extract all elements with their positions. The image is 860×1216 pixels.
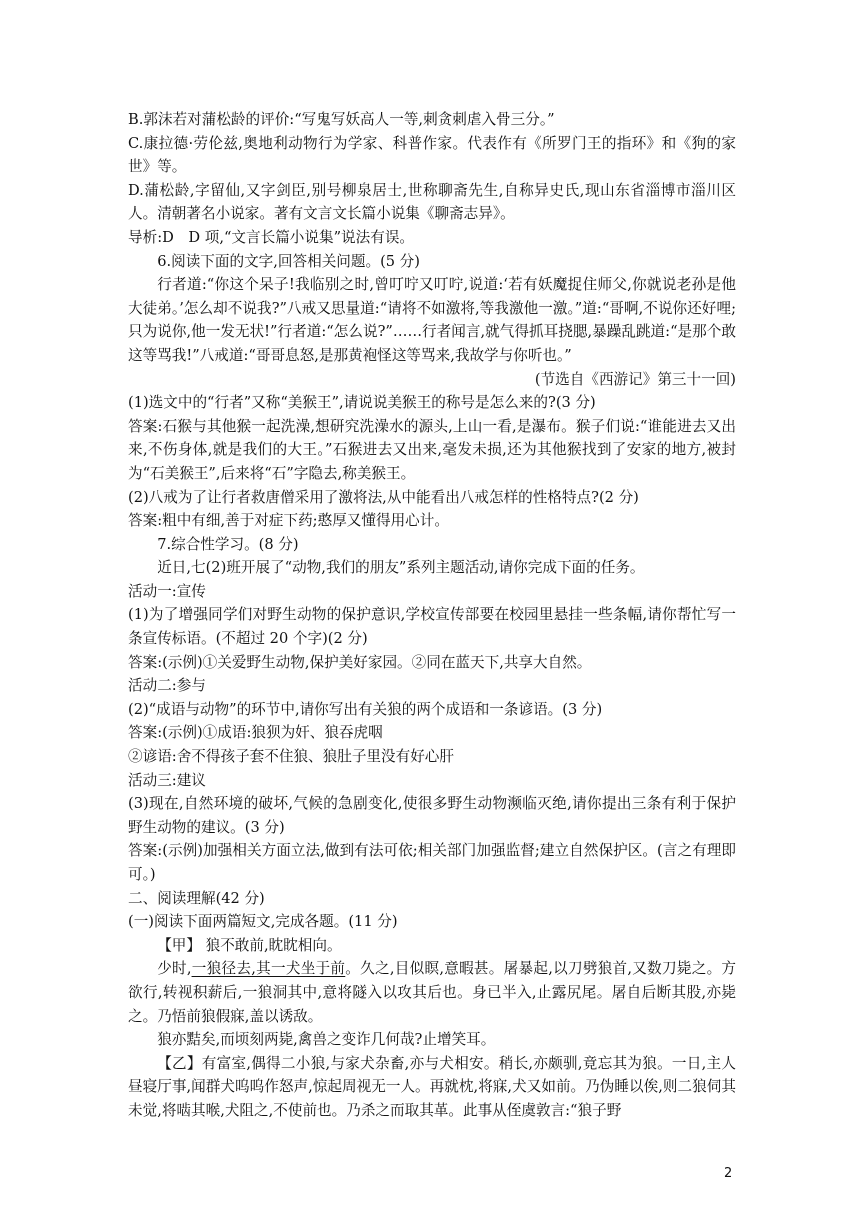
passage-source: (节选自《西游记》第三十一回) — [534, 370, 736, 388]
question-7-heading: 7.综合性学习。(8 分) — [157, 535, 299, 553]
answer-6-1: 答案:石猴与其他猴一起洗澡,想研究洗澡水的源头,上山一看,是瀑布。猴子们说:“谁能进去又出来,不伤身体,就是我们的大王。”石猴进去又出来,毫发未损,还为其他猴找到了安家的地方,被封为“石美猴王”,后来将“石”字隐去,称美猴王。 — [128, 417, 736, 482]
passage-jia-first-line: 【甲】 狼不敢前,眈眈相向。 — [157, 936, 342, 954]
answer-7-2-idioms: 答案:(示例)①成语:狼狈为奸、狼吞虎咽 — [128, 724, 383, 742]
analysis-5: 导析:D D 项,“文言长篇小说集”说法有误。 — [128, 228, 415, 246]
option-d: D.蒲松龄,字留仙,又字剑臣,别号柳泉居士,世称聊斋先生,自称异史氏,现山东省淄博市淄川区人。清朝著名小说家。著有文言文长篇小说集《聊斋志异》。 — [128, 181, 736, 223]
passage-jia-lead: 少时, — [157, 960, 192, 978]
passage-jia-body — [128, 957, 736, 1028]
answer-7-2-proverbs: ②谚语:舍不得孩子套不住狼、狼肚子里没有好心肝 — [128, 748, 454, 766]
passage-jia-rest: 。久之,目似瞑,意暇甚。屠暴起,以刀劈狼首,又数刀毙之。方欲行,转视积薪后,一狼洞其中,意将隧入以攻其后也。身已半入,止露尻尾。屠自后断其股,亦毙之。乃悟前狼假寐,盖以诱敌。 — [128, 960, 737, 1025]
passage-jia-comment: 狼亦黠矣,而顷刻两毙,禽兽之变诈几何哉?止增笑耳。 — [157, 1031, 496, 1049]
question-7-2: (2)“成语与动物”的环节中,请你写出有关狼的两个成语和一条谚语。(3 分) — [128, 700, 603, 718]
option-b: B.郭沫若对蒲松龄的评价:“写鬼写妖高人一等,刺贪刺虐入骨三分。” — [128, 111, 555, 128]
question-7-3: (3)现在,自然环境的破坏,气候的急剧变化,使很多野生动物濒临灭绝,请你提出三条有利于保护野生动物的建议。(3 分) — [128, 795, 736, 836]
section-2-part-1-heading: (一)阅读下面两篇短文,完成各题。(11 分) — [128, 913, 398, 931]
question-6-heading: 6.阅读下面的文字,回答相关问题。(5 分) — [157, 252, 420, 270]
answer-7-3: 答案:(示例)加强相关方面立法,做到有法可依;相关部门加强监督;建立自然保护区。(言之有理即可。) — [128, 842, 736, 883]
page-number: 2 — [724, 1166, 733, 1181]
answer-6-2: 答案:粗中有细,善于对症下药;憨厚又懂得用心计。 — [128, 512, 449, 530]
page-content — [128, 108, 736, 1123]
underlined-sentence: 一狼径去,其一犬坐于前 — [191, 960, 346, 978]
answer-7-1: 答案:(示例)①关爱野生动物,保护美好家园。②同在蓝天下,共享大自然。 — [128, 653, 592, 671]
passage-yi: 【乙】有富室,偶得二小狼,与家犬杂畜,亦与犬相安。稍长,亦颇驯,竟忘其为狼。一日,主人昼寝厅事,闻群犬呜呜作怒声,惊起周视无一人。再就枕,将寐,犬又如前。乃伪睡以俟,则二狼伺其未觉,将啮其喉,犬阻之,不使前也。乃杀之而取其革。此事从侄虞敦言:“狼子野 — [128, 1054, 736, 1119]
passage-xiyouji: 行者道:“你这个呆子!我临别之时,曾叮咛又叮咛,说道:‘若有妖魔捉住师父,你就说老孙是他大徒弟。’怎么却不说我?”八戒又思量道:“请将不如激将,等我激他一激。”道:“哥啊,不说你还好哩;只为说你,他一发无状!”行者道:“怎么说?”……行者闻言,就气得抓耳挠腮,暴躁乱跳道:“是那个敢这等骂我!”八戒道:“哥哥息怒,是那黄袍怪这等骂来,我故学与你听也。” — [128, 276, 736, 364]
question-6-1: (1)选文中的“行者”又称“美猴王”,请说说美猴王的称号是怎么来的?(3 分) — [128, 394, 596, 412]
activity-1-title: 活动一:宣传 — [128, 582, 206, 600]
question-7-intro: 近日,七(2)班开展了“动物,我们的朋友”系列主题活动,请你完成下面的任务。 — [157, 559, 645, 577]
question-7-1: (1)为了增强同学们对野生动物的保护意识,学校宣传部要在校园里悬挂一些条幅,请你帮忙写一条宣传标语。(不超过 20 个字)(2 分) — [128, 606, 736, 648]
activity-2-title: 活动二:参与 — [128, 677, 206, 695]
option-c: C.康拉德·劳伦兹,奥地利动物行为学家、科普作家。代表作有《所罗门王的指环》和《狗的家世》等。 — [128, 134, 736, 176]
activity-3-title: 活动三:建议 — [128, 771, 206, 789]
question-6-2: (2)八戒为了让行者救唐僧采用了激将法,从中能看出八戒怎样的性格特点?(2 分) — [128, 488, 639, 506]
section-2-heading: 二、阅读理解(42 分) — [128, 889, 265, 907]
